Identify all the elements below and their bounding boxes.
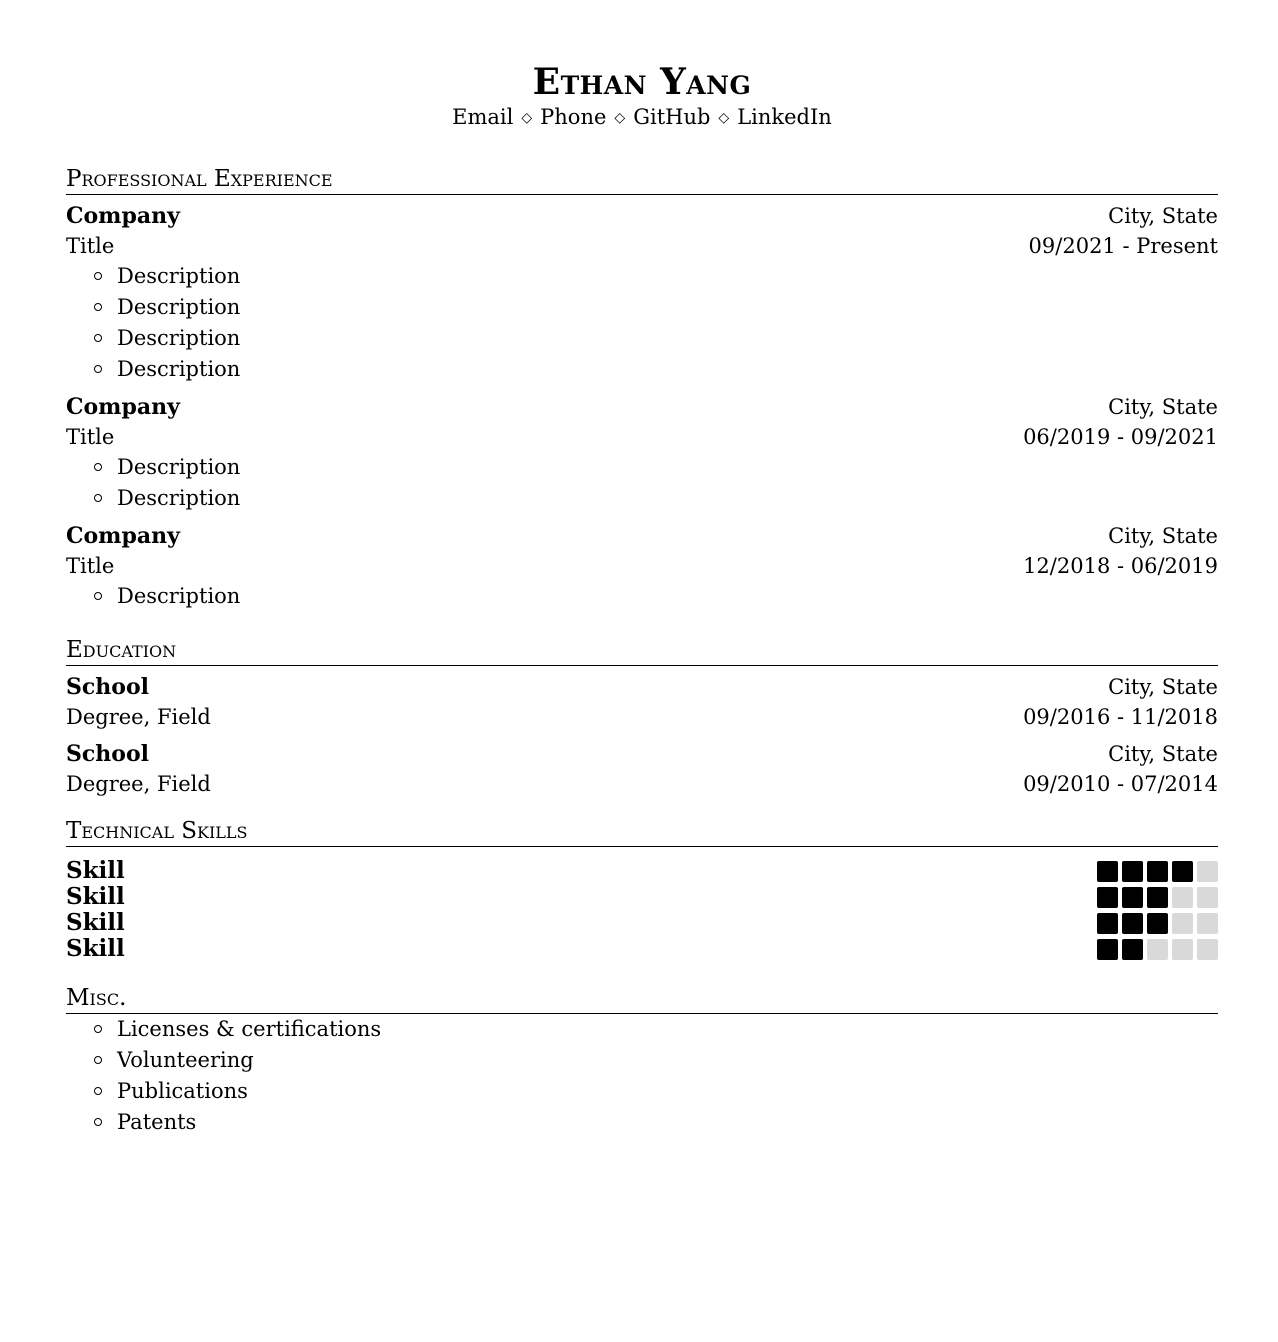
skill-name: Skill [66,857,125,884]
skill-level-meter [1097,913,1218,934]
skill-row [66,858,1218,884]
company-location: City, State [1108,524,1218,548]
school-name: School [66,674,149,700]
skill-level-filled-square [1147,861,1168,882]
job-title: Title [66,425,115,449]
skills-list [66,858,1218,962]
list-item: Patents [66,1107,1218,1138]
skill-level-filled-square [1122,861,1143,882]
job-description-list [66,452,1218,514]
list-item: Licenses & certifications [66,1014,1218,1045]
skill-level-filled-square [1172,861,1193,882]
company-name: Company [66,203,180,229]
separator-diamond-icon: ◇ [614,110,626,126]
contact-linkedin-link[interactable]: LinkedIn [737,105,832,129]
contact-phone-link[interactable]: Phone [540,105,607,129]
education-dates: 09/2010 - 07/2014 [1023,772,1218,796]
contact-github-link[interactable]: GitHub [633,105,711,129]
education-entry [66,739,1218,799]
company-location: City, State [1108,204,1218,228]
skill-level-filled-square [1122,939,1143,960]
skill-level-empty-square [1197,887,1218,908]
list-item: Description [66,292,1218,323]
job-title: Title [66,554,115,578]
resume-page [66,0,1218,1138]
list-item: Description [66,581,1218,612]
job-description-list [66,581,1218,612]
company-name: Company [66,394,180,420]
skill-level-filled-square [1122,913,1143,934]
skill-level-filled-square [1122,887,1143,908]
skill-level-filled-square [1147,913,1168,934]
section-title-skills: Technical Skills [66,817,1218,847]
job-dates: 12/2018 - 06/2019 [1023,554,1218,578]
experience-entry [66,392,1218,514]
list-item: Description [66,261,1218,292]
job-description-list [66,261,1218,385]
list-item: Description [66,452,1218,483]
list-item: Description [66,323,1218,354]
school-name: School [66,741,149,767]
separator-diamond-icon: ◇ [718,110,730,126]
job-title: Title [66,234,115,258]
skill-level-filled-square [1097,939,1118,960]
experience-entry [66,201,1218,385]
skill-row [66,936,1218,962]
skill-level-meter [1097,887,1218,908]
skill-level-empty-square [1197,913,1218,934]
education-dates: 09/2016 - 11/2018 [1023,705,1218,729]
degree-field: Degree, Field [66,772,211,796]
skill-level-filled-square [1097,861,1118,882]
skill-level-empty-square [1172,913,1193,934]
skill-row [66,884,1218,910]
candidate-name: Ethan Yang [532,61,752,103]
list-item: Publications [66,1076,1218,1107]
education-entry [66,672,1218,732]
experience-entry [66,521,1218,612]
company-name: Company [66,523,180,549]
section-title-education: Education [66,636,1218,666]
skill-level-filled-square [1097,887,1118,908]
skill-level-empty-square [1172,887,1193,908]
skill-row [66,910,1218,936]
skill-level-empty-square [1197,939,1218,960]
list-item: Volunteering [66,1045,1218,1076]
misc-list [66,1014,1218,1138]
job-dates: 06/2019 - 09/2021 [1023,425,1218,449]
degree-field: Degree, Field [66,705,211,729]
skill-level-empty-square [1172,939,1193,960]
list-item: Description [66,483,1218,514]
school-location: City, State [1108,742,1218,766]
contact-email-link[interactable]: Email [452,105,514,129]
section-title-misc: Misc. [66,984,1218,1014]
skill-level-filled-square [1097,913,1118,934]
skill-name: Skill [66,935,125,962]
school-location: City, State [1108,675,1218,699]
contact-line [66,104,1218,131]
skill-name: Skill [66,909,125,936]
company-location: City, State [1108,395,1218,419]
skill-level-meter [1097,939,1218,960]
skill-level-empty-square [1197,861,1218,882]
separator-diamond-icon: ◇ [521,110,533,126]
skill-level-meter [1097,861,1218,882]
section-title-experience: Professional Experience [66,165,1218,195]
skill-level-filled-square [1147,887,1168,908]
list-item: Description [66,354,1218,385]
job-dates: 09/2021 - Present [1028,234,1218,258]
skill-level-empty-square [1147,939,1168,960]
skill-name: Skill [66,883,125,910]
